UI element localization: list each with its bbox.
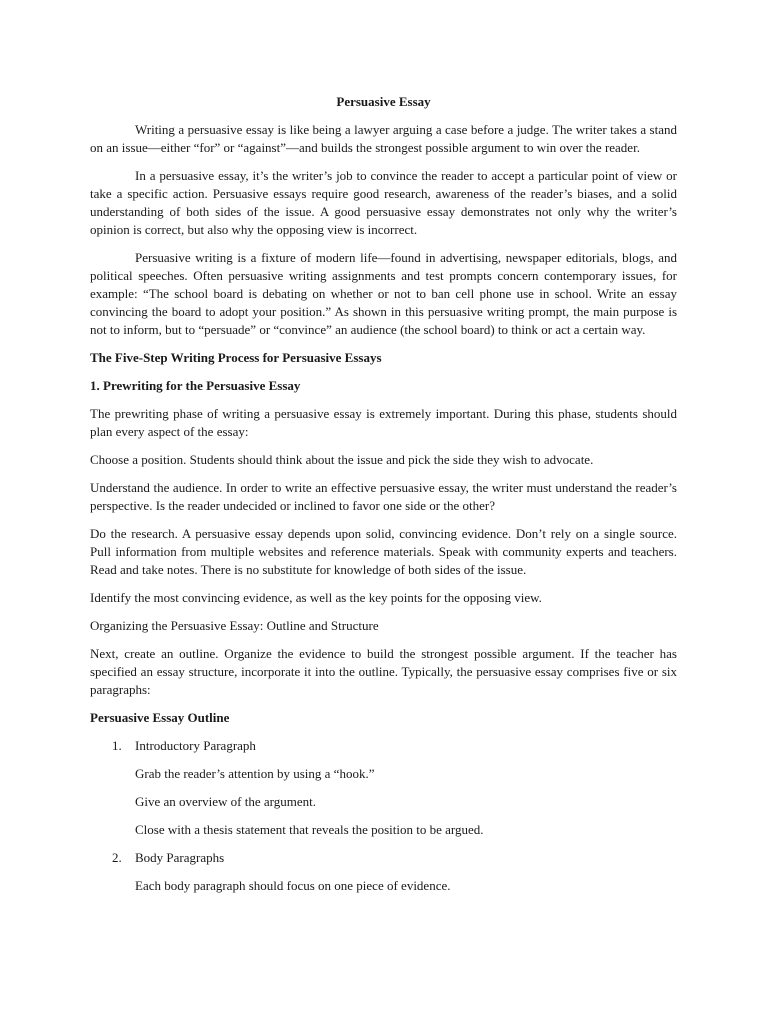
intro-paragraph-2: In a persuasive essay, it’s the writer’s job to convince the reader to accept a particular point of view or take a specific action. Persuasive essays require good research, awareness of the reader’s biases, and a solid understanding of both sides of the issue. A good persuasive essay demonstrates not only why the writer’s opinion is correct, but also why the opposing view is incorrect.	[90, 168, 677, 237]
outline-item-number: 2.	[112, 850, 122, 865]
step1-paragraph-2: Choose a position. Students should think about the issue and pick the side they wish to advocate.	[90, 452, 594, 467]
outline-item-2-head	[90, 849, 677, 867]
outline-item-2	[90, 849, 677, 895]
step1-heading: 1. Prewriting for the Persuasive Essay	[90, 378, 301, 393]
document-page	[90, 93, 677, 905]
outline-item-1-head	[90, 737, 677, 755]
step1-paragraph-3: Understand the audience. In order to write an effective persuasive essay, the writer must understand the reader’s perspective. Is the reader undecided or inclined to favor one side or the other?	[90, 480, 677, 513]
step1-paragraph-5: Identify the most convincing evidence, as well as the key points for the opposing view.	[90, 590, 542, 605]
section-heading: The Five-Step Writing Process for Persuasive Essays	[90, 350, 382, 365]
document-title: Persuasive Essay	[336, 94, 431, 109]
essay-outline	[90, 737, 677, 895]
outline-subitem: Grab the reader’s attention by using a “hook.”	[135, 766, 375, 781]
outline-item-1	[90, 737, 677, 839]
intro-paragraph-3: Persuasive writing is a fixture of modern life—found in advertising, newspaper editorials, blogs, and political speeches. Often persuasive writing assignments and test prompts concern contemporary issues, for example: “The school board is debating on whether or not to ban cell phone use in school. Write an essay convincing the board to adopt your position.” As shown in this persuasive writing prompt, the main purpose is not to inform, but to “persuade” or “convince” an audience (the school board) to think or act a certain way.	[90, 250, 677, 337]
outline-item-number: 1.	[112, 738, 122, 753]
outline-subitem: Close with a thesis statement that reveals the position to be argued.	[135, 822, 484, 837]
step1-paragraph-7: Next, create an outline. Organize the evidence to build the strongest possible argument. If the teacher has specified an essay structure, incorporate it into the outline. Typically, the persuasive essay comprises five or six paragraphs:	[90, 646, 677, 697]
outline-subitem: Each body paragraph should focus on one piece of evidence.	[135, 878, 451, 893]
outline-heading: Persuasive Essay Outline	[90, 710, 230, 725]
step1-paragraph-4: Do the research. A persuasive essay depends upon solid, convincing evidence. Don’t rely on a single source. Pull information from multiple websites and reference materials. Speak with community experts and teachers. Read and take notes. There is no substitute for knowledge of both sides of the issue.	[90, 526, 677, 577]
intro-paragraph-1: Writing a persuasive essay is like being a lawyer arguing a case before a judge. The writer takes a stand on an issue—either “for” or “against”—and builds the strongest possible argument to win over the reader.	[90, 122, 677, 155]
outline-subitem: Give an overview of the argument.	[135, 794, 316, 809]
outline-item-label: Introductory Paragraph	[135, 738, 256, 753]
step1-paragraph-1: The prewriting phase of writing a persuasive essay is extremely important. During this phase, students should plan every aspect of the essay:	[90, 406, 677, 439]
outline-item-label: Body Paragraphs	[135, 850, 225, 865]
step1-paragraph-6: Organizing the Persuasive Essay: Outline and Structure	[90, 618, 379, 633]
